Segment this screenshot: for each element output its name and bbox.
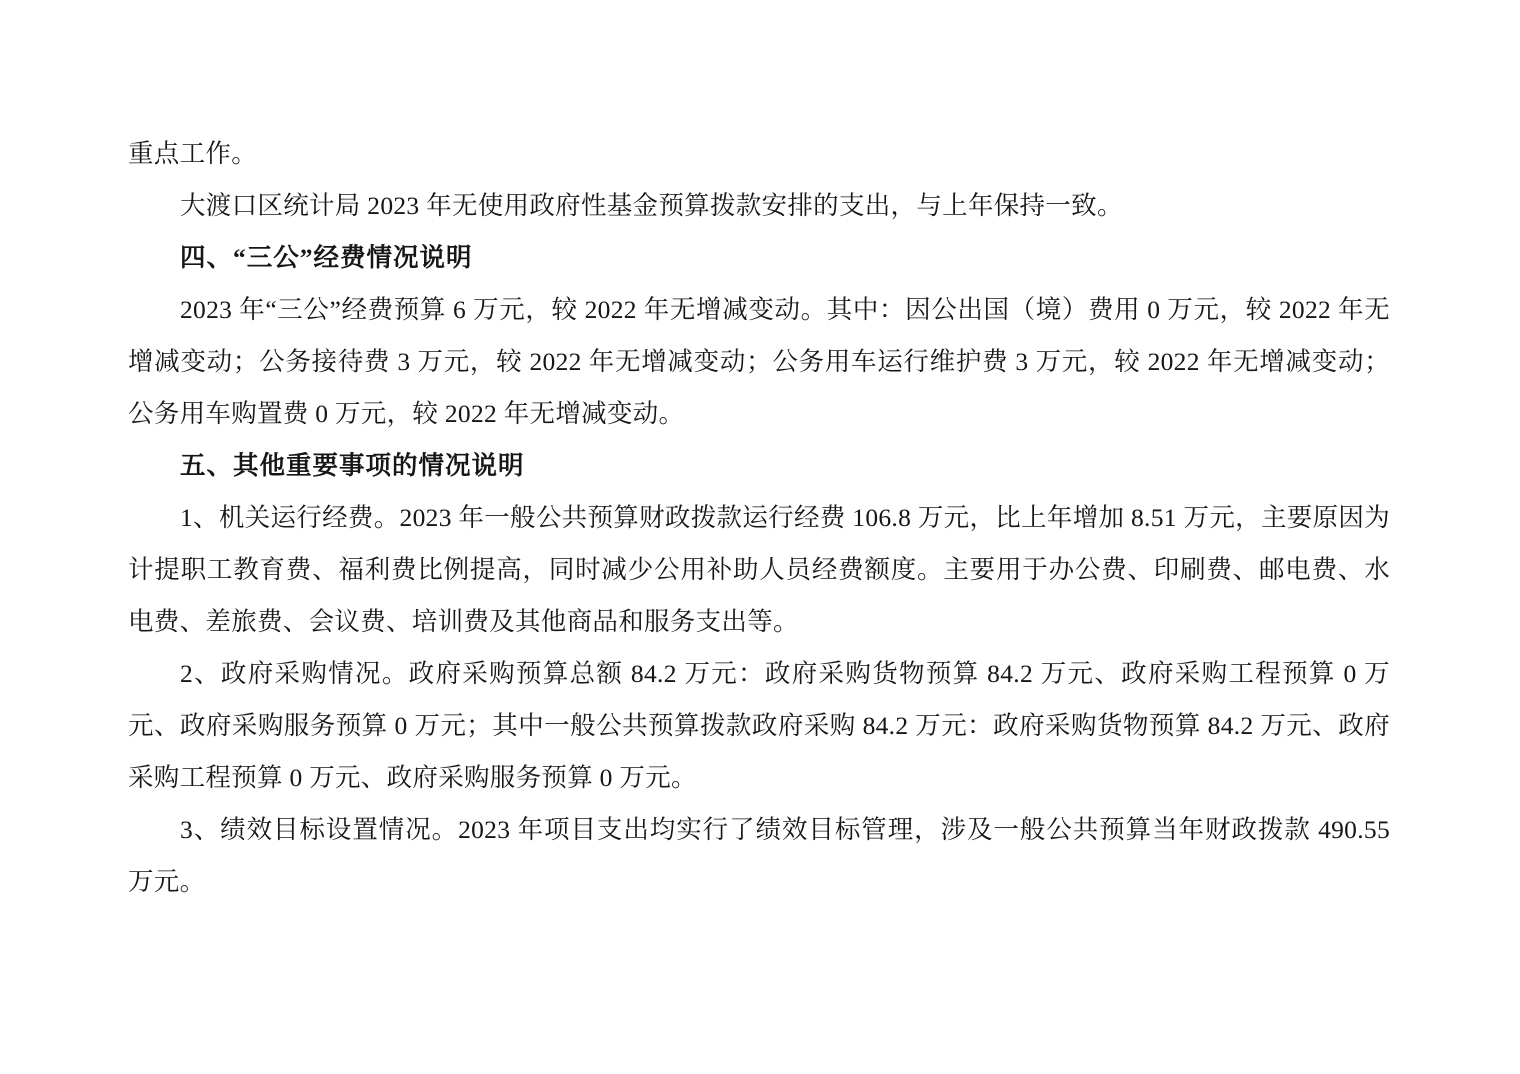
- paragraph-performance-target: 3、绩效目标设置情况。2023 年项目支出均实行了绩效目标管理，涉及一般公共预算当年财政拨款 490.55 万元。: [128, 815, 1390, 896]
- heading-section-five: 五、其他重要事项的情况说明: [180, 451, 525, 480]
- paragraph-continuation: 重点工作。: [128, 139, 258, 168]
- paragraph-gov-fund-statement: 大渡口区统计局 2023 年无使用政府性基金预算拨款安排的支出，与上年保持一致。: [180, 191, 1123, 220]
- paragraph-three-public-expenses: 2023 年“三公”经费预算 6 万元，较 2022 年无增减变动。其中：因公出国（境）费用 0 万元，较 2022 年无增减变动；公务接待费 3 万元，较 2022 年无增减变动；公务用车运行维护费 3 万元，较 2022 年无增减变动；公务用车购置费 0 万元，较 2022 年无增减变动。: [128, 295, 1390, 428]
- document-body: [128, 128, 1390, 908]
- heading-section-four: 四、“三公”经费情况说明: [180, 243, 473, 272]
- paragraph-government-procurement: 2、政府采购情况。政府采购预算总额 84.2 万元：政府采购货物预算 84.2 万元、政府采购工程预算 0 万元、政府采购服务预算 0 万元；其中一般公共预算拨款政府采购 84.2 万元：政府采购货物预算 84.2 万元、政府采购工程预算 0 万元、政府采购服务预算 0 万元。: [128, 659, 1390, 792]
- paragraph-operating-funds: 1、机关运行经费。2023 年一般公共预算财政拨款运行经费 106.8 万元，比上年增加 8.51 万元，主要原因为计提职工教育费、福利费比例提高，同时减少公用补助人员经费额度。主要用于办公费、印刷费、邮电费、水电费、差旅费、会议费、培训费及其他商品和服务支出等。: [128, 503, 1390, 636]
